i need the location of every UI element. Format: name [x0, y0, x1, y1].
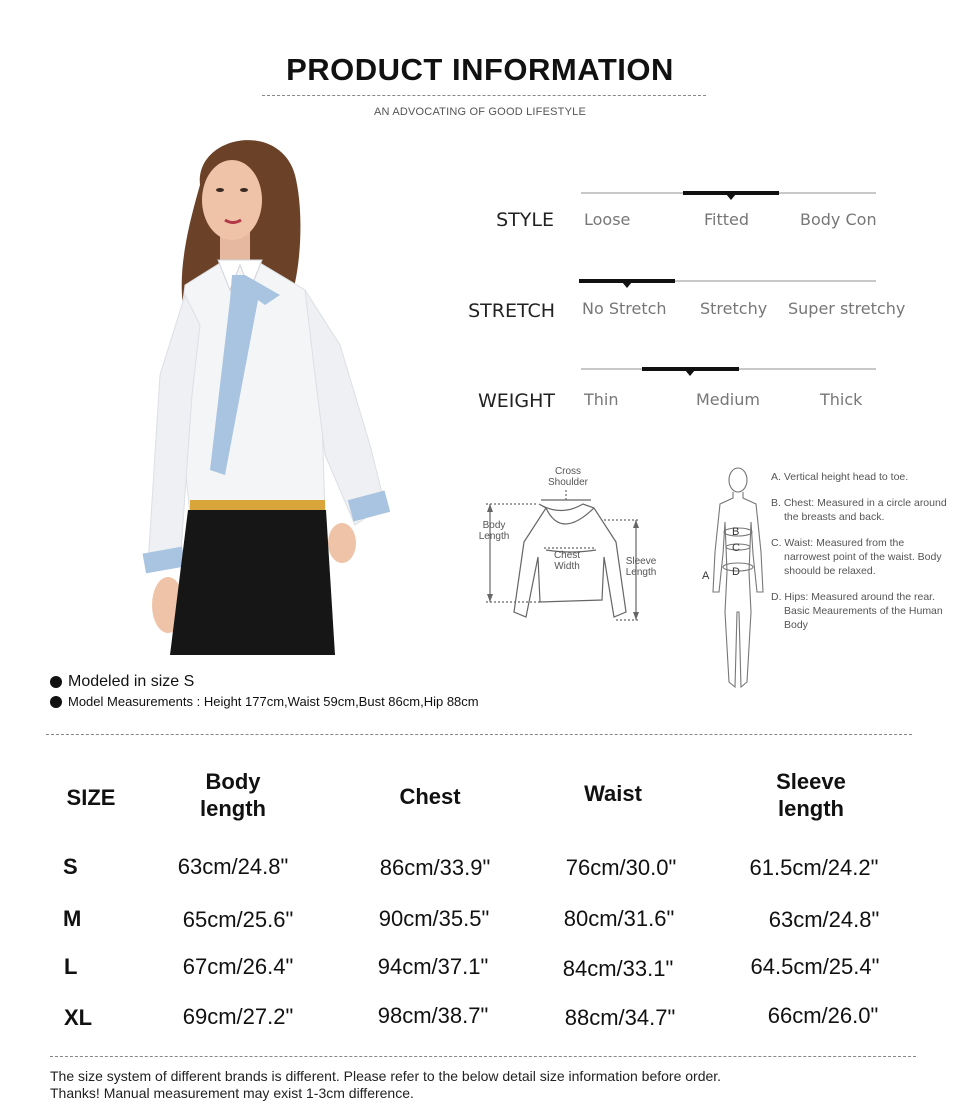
chest-width-label: Chest Width: [553, 550, 581, 572]
model-measurements-text: Model Measurements : Height 177cm,Waist 59cm,Bust 86cm,Hip 88cm: [68, 694, 479, 709]
table-cell-chest: 90cm/35.5": [378, 906, 490, 931]
human-body-icon: [695, 462, 775, 702]
weight-option-medium: Medium: [696, 390, 760, 409]
body-measurement-notes: [771, 470, 951, 644]
header-size: SIZE: [66, 785, 116, 810]
weight-label: WEIGHT: [477, 390, 555, 412]
sleeve-length-label: Sleeve Length: [625, 556, 657, 578]
table-cell-sleeve-length: 61.5cm/24.2": [749, 855, 879, 880]
table-cell-body-length: 65cm/25.6": [182, 907, 294, 932]
body-measurement-diagram: [695, 462, 775, 702]
header-body-length: Body length: [200, 769, 266, 821]
bullet-icon: [50, 676, 62, 688]
disclaimer-line-1: The size system of different brands is different. Please refer to the below detail size information before order.: [50, 1068, 722, 1084]
size-disclaimer: [50, 1068, 721, 1102]
page-title: PRODUCT INFORMATION: [286, 52, 674, 87]
model-photo: [130, 125, 410, 655]
marker-b: B: [732, 526, 740, 538]
table-cell-sleeve-length: 66cm/26.0": [767, 1003, 879, 1028]
note-waist: C. Waist: Measured from the narrowest point of the waist. Body shoould be relaxed.: [771, 537, 942, 577]
header-chest: Chest: [399, 784, 461, 809]
marker-d: D: [732, 566, 740, 578]
style-option-loose: Loose: [584, 210, 631, 229]
note-height: A. Vertical height head to toe.: [771, 471, 909, 483]
bullet-icon: [50, 696, 62, 708]
table-row-size: M: [63, 906, 82, 931]
stretch-scale-pointer: [622, 282, 632, 288]
disclaimer-line-2: Thanks! Manual measurement may exist 1-3cm difference.: [50, 1085, 414, 1101]
table-row-size: S: [63, 854, 78, 879]
section-divider: [46, 734, 912, 735]
weight-option-thick: Thick: [820, 390, 863, 409]
shirt-measurement-diagram: [476, 462, 666, 632]
title-divider: [262, 95, 706, 96]
table-cell-waist: 80cm/31.6": [563, 906, 675, 931]
style-scale-pointer: [726, 194, 736, 200]
table-cell-chest: 94cm/37.1": [377, 954, 489, 979]
table-cell-waist: 84cm/33.1": [562, 956, 674, 981]
header-sleeve-length: Sleeve length: [776, 769, 846, 821]
table-row-size: XL: [64, 1005, 93, 1030]
note-hips: D. Hips: Measured around the rear. Basic Meaurements of the Human Body: [771, 591, 943, 631]
table-cell-waist: 88cm/34.7": [564, 1005, 676, 1030]
table-row-size: L: [64, 954, 78, 979]
body-length-label: Body Length: [478, 520, 510, 542]
marker-a: A: [702, 570, 710, 582]
note-chest: B. Chest: Measured in a circle around the breasts and back.: [771, 497, 947, 523]
stretch-option-no-stretch: No Stretch: [582, 299, 667, 318]
marker-c: C: [732, 542, 740, 554]
table-cell-body-length: 67cm/26.4": [182, 954, 294, 979]
weight-option-thin: Thin: [584, 390, 619, 409]
table-cell-sleeve-length: 64.5cm/25.4": [750, 954, 880, 979]
table-cell-sleeve-length: 63cm/24.8": [768, 907, 880, 932]
style-option-fitted: Fitted: [704, 210, 750, 229]
model-info: [50, 673, 479, 709]
style-option-body-con: Body Con: [800, 210, 877, 229]
style-label: STYLE: [496, 209, 554, 231]
model-size-text: Modeled in size S: [68, 673, 195, 690]
weight-scale-pointer: [685, 370, 695, 376]
table-cell-body-length: 69cm/27.2": [182, 1004, 294, 1029]
table-cell-body-length: 63cm/24.8": [177, 854, 289, 879]
table-cell-chest: 98cm/38.7": [377, 1003, 489, 1028]
footer-divider: [50, 1056, 916, 1057]
stretch-option-super-stretchy: Super stretchy: [788, 299, 906, 318]
table-cell-chest: 86cm/33.9": [379, 855, 491, 880]
stretch-label: STRETCH: [468, 300, 555, 322]
stretch-option-stretchy: Stretchy: [700, 299, 768, 318]
cross-shoulder-label: Cross Shoulder: [547, 466, 589, 488]
header-waist: Waist: [584, 781, 642, 806]
page-subtitle: AN ADVOCATING OF GOOD LIFESTYLE: [374, 106, 586, 118]
table-cell-waist: 76cm/30.0": [565, 855, 677, 880]
